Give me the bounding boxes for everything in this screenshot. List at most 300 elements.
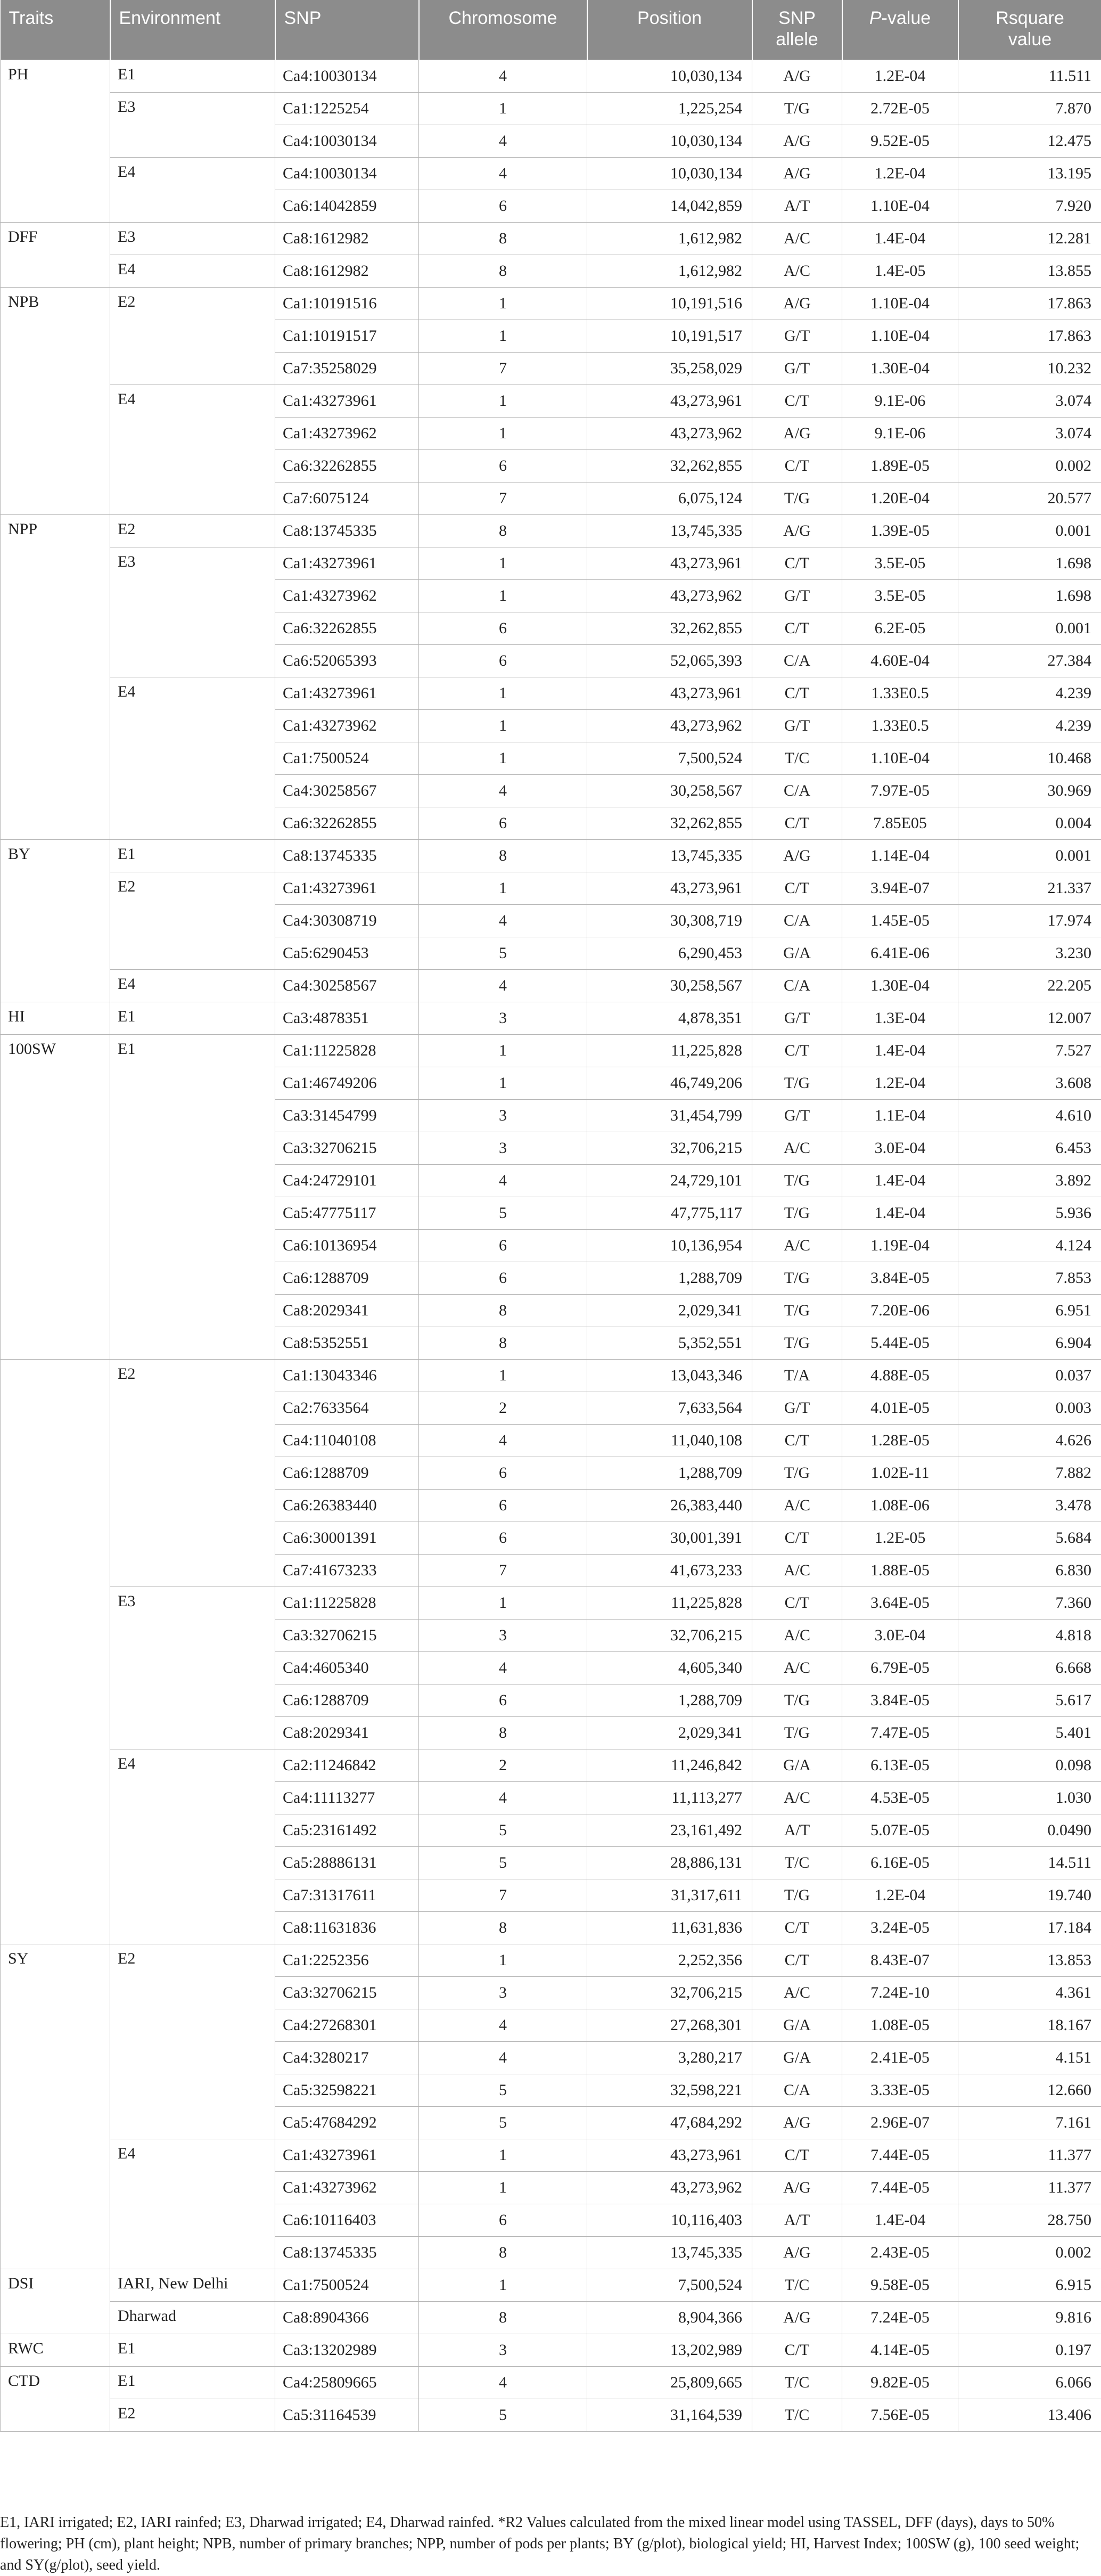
- snp-cell: Ca6:30001391: [275, 1522, 419, 1554]
- snp-allele-cell: G/T: [752, 320, 842, 352]
- chromosome-cell: 1: [419, 579, 587, 612]
- table-row: [1, 1587, 1101, 1619]
- rsquare-cell: 12.007: [958, 1002, 1101, 1034]
- table-row: [1, 2301, 1101, 2334]
- position-cell: 47,684,292: [587, 2106, 752, 2139]
- snp-allele-cell: A/G: [752, 287, 842, 320]
- chromosome-cell: 6: [419, 2204, 587, 2236]
- rsquare-cell: 18.167: [958, 2009, 1101, 2041]
- rsquare-cell: 3.074: [958, 385, 1101, 417]
- snp-allele-cell: C/T: [752, 547, 842, 579]
- snp-allele-cell: T/G: [752, 1262, 842, 1294]
- rsquare-cell: 5.401: [958, 1716, 1101, 1749]
- chromosome-cell: 2: [419, 1392, 587, 1424]
- position-cell: 11,246,842: [587, 1749, 752, 1781]
- snp-cell: Ca6:1288709: [275, 1262, 419, 1294]
- position-cell: 6,290,453: [587, 937, 752, 969]
- position-cell: 47,775,117: [587, 1197, 752, 1229]
- snp-cell: Ca6:1288709: [275, 1684, 419, 1716]
- rsquare-cell: 1.698: [958, 547, 1101, 579]
- chromosome-cell: 6: [419, 1457, 587, 1489]
- rsquare-cell: 3.074: [958, 417, 1101, 449]
- p-value-cell: 7.44E-05: [842, 2171, 958, 2204]
- table-footnote: E1, IARI irrigated; E2, IARI rainfed; E3, Dharwad irrigated; E4, Dharwad rainfed. *R2 Values calculated from the mixed linear model using TASSEL, DFF (days), days to 50% flowering; PH (cm), plant height; NPB, number of primary branches; NPP, number of pods per plants; BY (g/plot), biological yield; HI, Harvest Index; 100SW (g), 100 seed weight; and SY(g/plot), seed yield.: [0, 2512, 1097, 2576]
- chromosome-cell: 4: [419, 157, 587, 190]
- rsquare-cell: 1.030: [958, 1781, 1101, 1814]
- p-value-cell: 4.01E-05: [842, 1392, 958, 1424]
- position-cell: 43,273,961: [587, 677, 752, 709]
- trait-cell: PH: [1, 60, 110, 222]
- rsquare-cell: 4.610: [958, 1099, 1101, 1132]
- table-row: [1, 2399, 1101, 2431]
- trait-cell: [1, 1359, 110, 1944]
- environment-cell: E4: [110, 255, 275, 287]
- position-cell: 11,631,836: [587, 1911, 752, 1944]
- snp-cell: Ca8:13745335: [275, 839, 419, 872]
- snp-cell: Ca4:30308719: [275, 904, 419, 937]
- snp-allele-cell: T/G: [752, 1294, 842, 1327]
- position-cell: 7,633,564: [587, 1392, 752, 1424]
- rsquare-cell: 0.003: [958, 1392, 1101, 1424]
- snp-allele-cell: T/G: [752, 1164, 842, 1197]
- p-value-cell: 1.28E-05: [842, 1424, 958, 1457]
- position-cell: 1,225,254: [587, 92, 752, 125]
- chromosome-cell: 6: [419, 1229, 587, 1262]
- p-value-cell: 2.72E-05: [842, 92, 958, 125]
- snp-allele-cell: G/T: [752, 1002, 842, 1034]
- snp-allele-cell: T/G: [752, 1716, 842, 1749]
- p-value-cell: 8.43E-07: [842, 1944, 958, 1976]
- snp-allele-cell: C/T: [752, 1522, 842, 1554]
- chromosome-cell: 4: [419, 60, 587, 92]
- chromosome-cell: 8: [419, 1911, 587, 1944]
- position-cell: 32,262,855: [587, 807, 752, 839]
- chromosome-cell: 3: [419, 2334, 587, 2366]
- rsquare-cell: 7.527: [958, 1034, 1101, 1067]
- trait-cell: BY: [1, 839, 110, 1002]
- position-cell: 43,273,962: [587, 709, 752, 742]
- snp-cell: Ca1:10191516: [275, 287, 419, 320]
- snp-allele-cell: C/T: [752, 1911, 842, 1944]
- position-cell: 43,273,961: [587, 2139, 752, 2171]
- snp-allele-cell: C/A: [752, 969, 842, 1002]
- p-value-cell: 1.89E-05: [842, 449, 958, 482]
- snp-allele-cell: C/T: [752, 1944, 842, 1976]
- position-cell: 1,288,709: [587, 1684, 752, 1716]
- p-value-cell: 4.88E-05: [842, 1359, 958, 1392]
- snp-cell: Ca7:35258029: [275, 352, 419, 385]
- table-row: [1, 1034, 1101, 1067]
- p-value-cell: 1.4E-04: [842, 222, 958, 255]
- snp-cell: Ca3:4878351: [275, 1002, 419, 1034]
- chromosome-cell: 4: [419, 1651, 587, 1684]
- snp-cell: Ca6:26383440: [275, 1489, 419, 1522]
- snp-allele-cell: A/C: [752, 1976, 842, 2009]
- position-cell: 14,042,859: [587, 190, 752, 222]
- environment-cell: E2: [110, 2399, 275, 2431]
- position-cell: 11,225,828: [587, 1034, 752, 1067]
- snp-allele-cell: A/C: [752, 1781, 842, 1814]
- environment-cell: E1: [110, 1034, 275, 1359]
- header-p-value-rest: -value: [882, 8, 931, 28]
- snp-allele-cell: C/T: [752, 2334, 842, 2366]
- environment-cell: E1: [110, 2366, 275, 2399]
- rsquare-cell: 4.818: [958, 1619, 1101, 1651]
- position-cell: 30,258,567: [587, 774, 752, 807]
- snp-cell: Ca1:7500524: [275, 2269, 419, 2301]
- snp-cell: Ca6:1288709: [275, 1457, 419, 1489]
- header-chromosome: Chromosome: [419, 0, 587, 60]
- environment-cell: E4: [110, 2139, 275, 2269]
- chromosome-cell: 3: [419, 1002, 587, 1034]
- p-value-cell: 3.24E-05: [842, 1911, 958, 1944]
- rsquare-cell: 22.205: [958, 969, 1101, 1002]
- p-value-cell: 3.5E-05: [842, 579, 958, 612]
- chromosome-cell: 3: [419, 1132, 587, 1164]
- chromosome-cell: 6: [419, 190, 587, 222]
- position-cell: 32,706,215: [587, 1619, 752, 1651]
- chromosome-cell: 3: [419, 1099, 587, 1132]
- position-cell: 3,280,217: [587, 2041, 752, 2074]
- p-value-cell: 1.10E-04: [842, 742, 958, 774]
- chromosome-cell: 1: [419, 677, 587, 709]
- position-cell: 28,886,131: [587, 1846, 752, 1879]
- snp-allele-cell: A/G: [752, 417, 842, 449]
- chromosome-cell: 6: [419, 644, 587, 677]
- position-cell: 8,904,366: [587, 2301, 752, 2334]
- snp-allele-cell: G/A: [752, 937, 842, 969]
- snp-cell: Ca8:13745335: [275, 2236, 419, 2269]
- snp-cell: Ca1:1225254: [275, 92, 419, 125]
- p-value-cell: 1.2E-04: [842, 1879, 958, 1911]
- p-value-cell: 3.84E-05: [842, 1262, 958, 1294]
- snp-cell: Ca6:14042859: [275, 190, 419, 222]
- chromosome-cell: 1: [419, 547, 587, 579]
- snp-allele-cell: A/G: [752, 2106, 842, 2139]
- p-value-cell: 1.39E-05: [842, 514, 958, 547]
- header-snp: SNP: [275, 0, 419, 60]
- table-row: [1, 677, 1101, 709]
- chromosome-cell: 4: [419, 774, 587, 807]
- position-cell: 31,164,539: [587, 2399, 752, 2431]
- chromosome-cell: 8: [419, 839, 587, 872]
- environment-cell: E1: [110, 839, 275, 872]
- chromosome-cell: 4: [419, 1424, 587, 1457]
- p-value-cell: 7.24E-10: [842, 1976, 958, 2009]
- p-value-cell: 1.4E-04: [842, 1034, 958, 1067]
- snp-cell: Ca6:52065393: [275, 644, 419, 677]
- position-cell: 43,273,961: [587, 547, 752, 579]
- rsquare-cell: 3.608: [958, 1067, 1101, 1099]
- chromosome-cell: 8: [419, 2236, 587, 2269]
- snp-cell: Ca4:30258567: [275, 969, 419, 1002]
- table-row: [1, 2334, 1101, 2366]
- chromosome-cell: 1: [419, 1944, 587, 1976]
- rsquare-cell: 21.337: [958, 872, 1101, 904]
- snp-allele-cell: T/G: [752, 1327, 842, 1359]
- snp-allele-cell: T/G: [752, 1067, 842, 1099]
- position-cell: 2,029,341: [587, 1716, 752, 1749]
- environment-cell: E4: [110, 1749, 275, 1944]
- snp-allele-cell: A/G: [752, 125, 842, 157]
- snp-allele-cell: A/C: [752, 222, 842, 255]
- snp-allele-cell: C/A: [752, 644, 842, 677]
- p-value-cell: 1.10E-04: [842, 320, 958, 352]
- snp-cell: Ca8:2029341: [275, 1716, 419, 1749]
- p-value-cell: 6.41E-06: [842, 937, 958, 969]
- p-value-cell: 1.45E-05: [842, 904, 958, 937]
- p-value-cell: 1.4E-04: [842, 2204, 958, 2236]
- p-value-cell: 5.07E-05: [842, 1814, 958, 1846]
- snp-allele-cell: A/C: [752, 1229, 842, 1262]
- snp-cell: Ca1:43273962: [275, 2171, 419, 2204]
- header-p-value: [842, 0, 958, 60]
- snp-cell: Ca1:11225828: [275, 1587, 419, 1619]
- environment-cell: E2: [110, 872, 275, 969]
- p-value-cell: 6.79E-05: [842, 1651, 958, 1684]
- snp-allele-cell: C/T: [752, 1424, 842, 1457]
- chromosome-cell: 4: [419, 1781, 587, 1814]
- chromosome-cell: 7: [419, 1879, 587, 1911]
- snp-cell: Ca7:6075124: [275, 482, 419, 514]
- snp-cell: Ca4:10030134: [275, 157, 419, 190]
- p-value-cell: 1.20E-04: [842, 482, 958, 514]
- snp-allele-cell: A/G: [752, 2171, 842, 2204]
- p-value-cell: 1.08E-05: [842, 2009, 958, 2041]
- rsquare-cell: 17.863: [958, 287, 1101, 320]
- snp-cell: Ca1:43273961: [275, 2139, 419, 2171]
- table-row: [1, 839, 1101, 872]
- p-value-cell: 1.2E-04: [842, 60, 958, 92]
- p-value-cell: 1.3E-04: [842, 1002, 958, 1034]
- snp-cell: Ca2:11246842: [275, 1749, 419, 1781]
- position-cell: 27,268,301: [587, 2009, 752, 2041]
- snp-cell: Ca1:43273961: [275, 872, 419, 904]
- snp-cell: Ca1:43273962: [275, 417, 419, 449]
- chromosome-cell: 3: [419, 1619, 587, 1651]
- position-cell: 32,262,855: [587, 612, 752, 644]
- chromosome-cell: 4: [419, 2041, 587, 2074]
- rsquare-cell: 1.698: [958, 579, 1101, 612]
- p-value-cell: 3.84E-05: [842, 1684, 958, 1716]
- rsquare-cell: 4.361: [958, 1976, 1101, 2009]
- position-cell: 1,288,709: [587, 1457, 752, 1489]
- header-rsquare-line1: Rsquare: [996, 8, 1064, 28]
- p-value-cell: 9.82E-05: [842, 2366, 958, 2399]
- rsquare-cell: 4.151: [958, 2041, 1101, 2074]
- snp-allele-cell: A/G: [752, 60, 842, 92]
- chromosome-cell: 1: [419, 320, 587, 352]
- position-cell: 10,116,403: [587, 2204, 752, 2236]
- rsquare-cell: 0.002: [958, 2236, 1101, 2269]
- rsquare-cell: 28.750: [958, 2204, 1101, 2236]
- rsquare-cell: 13.853: [958, 1944, 1101, 1976]
- chromosome-cell: 8: [419, 1716, 587, 1749]
- p-value-cell: 1.14E-04: [842, 839, 958, 872]
- trait-cell: SY: [1, 1944, 110, 2269]
- p-value-cell: 4.60E-04: [842, 644, 958, 677]
- snp-allele-cell: A/C: [752, 1651, 842, 1684]
- position-cell: 32,706,215: [587, 1132, 752, 1164]
- snp-cell: Ca8:1612982: [275, 222, 419, 255]
- p-value-cell: 1.4E-04: [842, 1197, 958, 1229]
- p-value-cell: 1.02E-11: [842, 1457, 958, 1489]
- position-cell: 24,729,101: [587, 1164, 752, 1197]
- position-cell: 13,202,989: [587, 2334, 752, 2366]
- rsquare-cell: 17.863: [958, 320, 1101, 352]
- snp-cell: Ca1:11225828: [275, 1034, 419, 1067]
- snp-cell: Ca4:11113277: [275, 1781, 419, 1814]
- snp-allele-cell: A/C: [752, 1619, 842, 1651]
- rsquare-cell: 13.195: [958, 157, 1101, 190]
- environment-cell: E2: [110, 287, 275, 385]
- rsquare-cell: 4.239: [958, 677, 1101, 709]
- header-snp-allele: [752, 0, 842, 60]
- snp-allele-cell: T/C: [752, 742, 842, 774]
- position-cell: 35,258,029: [587, 352, 752, 385]
- rsquare-cell: 0.001: [958, 612, 1101, 644]
- snp-cell: Ca6:32262855: [275, 807, 419, 839]
- snp-allele-cell: T/C: [752, 2269, 842, 2301]
- snp-cell: Ca1:10191517: [275, 320, 419, 352]
- snp-cell: Ca6:10136954: [275, 1229, 419, 1262]
- snp-allele-cell: C/T: [752, 449, 842, 482]
- environment-cell: E2: [110, 514, 275, 547]
- trait-cell: RWC: [1, 2334, 110, 2366]
- snp-cell: Ca8:13745335: [275, 514, 419, 547]
- p-value-cell: 1.19E-04: [842, 1229, 958, 1262]
- snp-cell: Ca1:43273961: [275, 385, 419, 417]
- position-cell: 2,029,341: [587, 1294, 752, 1327]
- p-value-cell: 7.97E-05: [842, 774, 958, 807]
- environment-cell: Dharwad: [110, 2301, 275, 2334]
- chromosome-cell: 6: [419, 1262, 587, 1294]
- position-cell: 43,273,961: [587, 385, 752, 417]
- rsquare-cell: 4.626: [958, 1424, 1101, 1457]
- table-row: [1, 1749, 1101, 1781]
- rsquare-cell: 0.004: [958, 807, 1101, 839]
- position-cell: 7,500,524: [587, 742, 752, 774]
- snp-allele-cell: G/T: [752, 579, 842, 612]
- snp-allele-cell: T/G: [752, 1684, 842, 1716]
- table-row: [1, 287, 1101, 320]
- p-value-cell: 7.44E-05: [842, 2139, 958, 2171]
- rsquare-cell: 5.936: [958, 1197, 1101, 1229]
- environment-cell: E1: [110, 1002, 275, 1034]
- snp-allele-cell: A/G: [752, 839, 842, 872]
- position-cell: 1,288,709: [587, 1262, 752, 1294]
- rsquare-cell: 7.360: [958, 1587, 1101, 1619]
- p-value-cell: 1.10E-04: [842, 190, 958, 222]
- p-value-cell: 6.2E-05: [842, 612, 958, 644]
- rsquare-cell: 7.161: [958, 2106, 1101, 2139]
- snp-cell: Ca1:43273961: [275, 677, 419, 709]
- chromosome-cell: 1: [419, 287, 587, 320]
- chromosome-cell: 1: [419, 1067, 587, 1099]
- rsquare-cell: 10.468: [958, 742, 1101, 774]
- rsquare-cell: 6.904: [958, 1327, 1101, 1359]
- rsquare-cell: 11.377: [958, 2139, 1101, 2171]
- snp-cell: Ca4:24729101: [275, 1164, 419, 1197]
- rsquare-cell: 5.617: [958, 1684, 1101, 1716]
- snp-allele-cell: A/C: [752, 1554, 842, 1587]
- p-value-cell: 1.4E-05: [842, 255, 958, 287]
- header-p-value-p: P: [869, 8, 882, 28]
- position-cell: 11,113,277: [587, 1781, 752, 1814]
- rsquare-cell: 0.001: [958, 514, 1101, 547]
- snp-allele-cell: G/A: [752, 2041, 842, 2074]
- environment-cell: E3: [110, 547, 275, 677]
- environment-cell: IARI, New Delhi: [110, 2269, 275, 2301]
- snp-cell: Ca6:32262855: [275, 449, 419, 482]
- p-value-cell: 2.43E-05: [842, 2236, 958, 2269]
- rsquare-cell: 7.853: [958, 1262, 1101, 1294]
- rsquare-cell: 7.870: [958, 92, 1101, 125]
- position-cell: 30,308,719: [587, 904, 752, 937]
- snp-allele-cell: C/A: [752, 2074, 842, 2106]
- position-cell: 11,040,108: [587, 1424, 752, 1457]
- snp-cell: Ca3:32706215: [275, 1132, 419, 1164]
- environment-cell: E4: [110, 969, 275, 1002]
- p-value-cell: 6.13E-05: [842, 1749, 958, 1781]
- header-traits: Traits: [1, 0, 110, 60]
- trait-cell: DFF: [1, 222, 110, 287]
- trait-cell: NPP: [1, 514, 110, 839]
- snp-cell: Ca4:3280217: [275, 2041, 419, 2074]
- rsquare-cell: 6.066: [958, 2366, 1101, 2399]
- trait-cell: NPB: [1, 287, 110, 514]
- chromosome-cell: 6: [419, 807, 587, 839]
- rsquare-cell: 19.740: [958, 1879, 1101, 1911]
- rsquare-cell: 30.969: [958, 774, 1101, 807]
- environment-cell: E4: [110, 385, 275, 514]
- snp-allele-cell: C/T: [752, 612, 842, 644]
- position-cell: 23,161,492: [587, 1814, 752, 1846]
- position-cell: 4,605,340: [587, 1651, 752, 1684]
- snp-allele-cell: G/T: [752, 352, 842, 385]
- table-row: [1, 222, 1101, 255]
- snp-cell: Ca3:32706215: [275, 1976, 419, 2009]
- position-cell: 41,673,233: [587, 1554, 752, 1587]
- trait-cell: HI: [1, 1002, 110, 1034]
- chromosome-cell: 6: [419, 612, 587, 644]
- p-value-cell: 1.33E0.5: [842, 677, 958, 709]
- snp-cell: Ca1:13043346: [275, 1359, 419, 1392]
- snp-cell: Ca5:23161492: [275, 1814, 419, 1846]
- rsquare-cell: 5.684: [958, 1522, 1101, 1554]
- position-cell: 13,745,335: [587, 514, 752, 547]
- rsquare-cell: 3.478: [958, 1489, 1101, 1522]
- position-cell: 30,001,391: [587, 1522, 752, 1554]
- chromosome-cell: 6: [419, 1489, 587, 1522]
- chromosome-cell: 4: [419, 2366, 587, 2399]
- snp-cell: Ca4:11040108: [275, 1424, 419, 1457]
- table-row: [1, 2139, 1101, 2171]
- chromosome-cell: 5: [419, 2074, 587, 2106]
- snp-allele-cell: T/G: [752, 1457, 842, 1489]
- table-row: [1, 385, 1101, 417]
- position-cell: 30,258,567: [587, 969, 752, 1002]
- p-value-cell: 1.10E-04: [842, 287, 958, 320]
- chromosome-cell: 1: [419, 709, 587, 742]
- table-row: [1, 60, 1101, 92]
- chromosome-cell: 5: [419, 1814, 587, 1846]
- snp-allele-cell: T/G: [752, 1197, 842, 1229]
- chromosome-cell: 8: [419, 514, 587, 547]
- snp-cell: Ca3:13202989: [275, 2334, 419, 2366]
- p-value-cell: 9.58E-05: [842, 2269, 958, 2301]
- position-cell: 10,030,134: [587, 125, 752, 157]
